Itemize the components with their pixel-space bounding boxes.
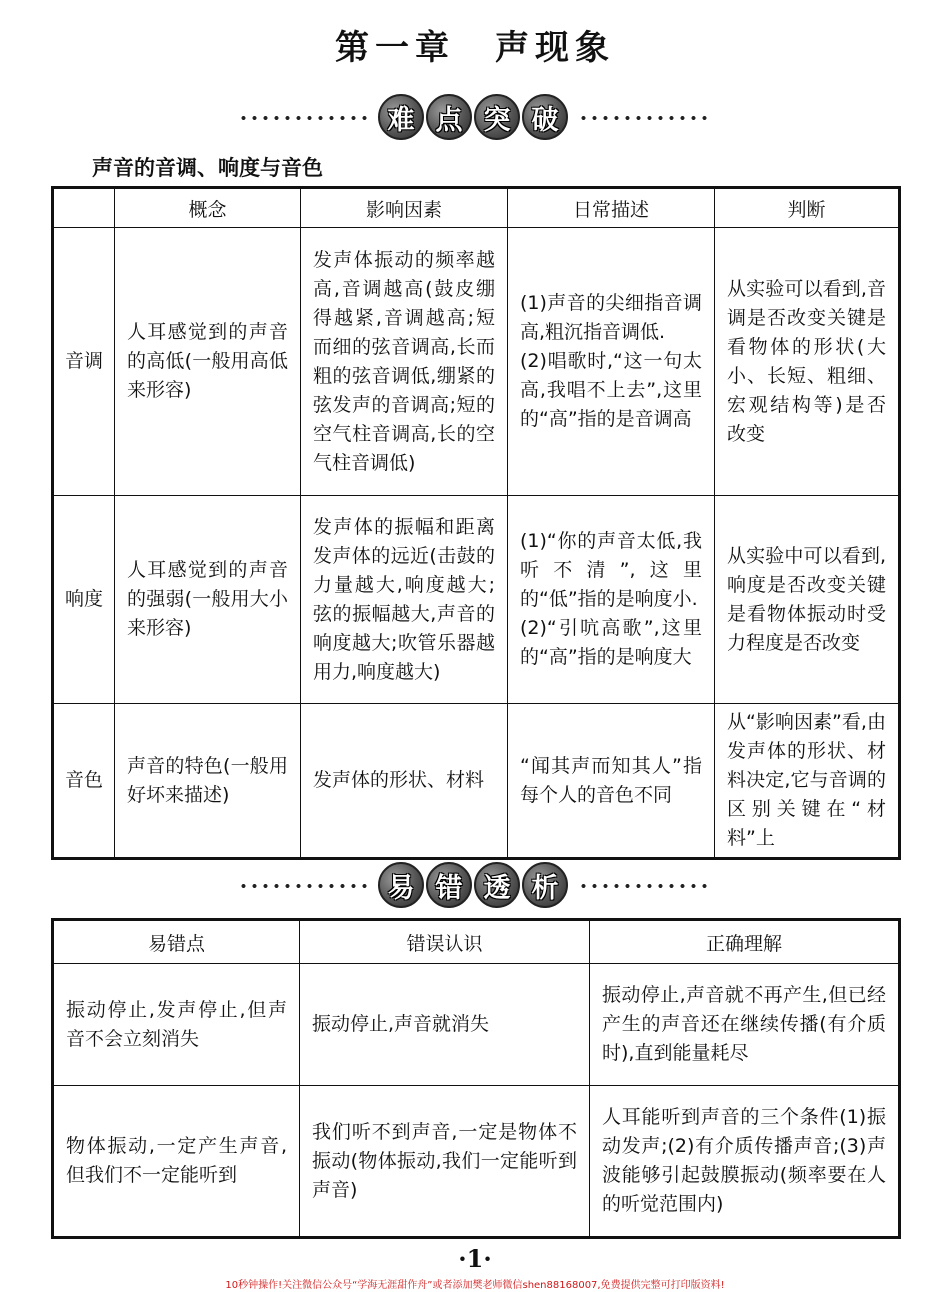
header-judgment: 判断 <box>715 188 900 228</box>
table-header-row <box>53 920 900 964</box>
banner-chars <box>378 862 568 908</box>
factors-cell: 发声体的形状、材料 <box>301 704 508 859</box>
judgment-cell: 从实验中可以看到,响度是否改变关键是看物体振动时受力程度是否改变 <box>715 496 900 704</box>
banner-dots-left <box>238 882 370 890</box>
mistake-point-cell: 物体振动,一定产生声音,但我们不一定能听到 <box>53 1086 300 1238</box>
header-correct-idea: 正确理解 <box>590 920 900 964</box>
correct-idea-cell: 人耳能听到声音的三个条件(1)振动发声;(2)有介质传播声音;(3)声波能够引起鼓膜振动(频率要在人的听觉范围内) <box>590 1086 900 1238</box>
row-label: 音调 <box>53 228 115 496</box>
banner-difficult-points <box>0 94 950 142</box>
banner-char: 难 <box>378 94 424 140</box>
banner-char: 透 <box>474 862 520 908</box>
banner-chars <box>378 94 568 140</box>
factors-cell: 发声体振动的频率越高,音调越高(鼓皮绷得越紧,音调越高;短而细的弦音调高,长而粗的弦音调低,绷紧的弦发声的音调高;短的空气柱音调高,长的空气柱音调低) <box>301 228 508 496</box>
wrong-idea-cell: 振动停止,声音就消失 <box>300 964 590 1086</box>
daily-cell: (1)声音的尖细指音调高,粗沉指音调低. (2)唱歌时,“这一句太高,我唱不上去”,这里的“高”指的是音调高 <box>508 228 715 496</box>
section-title: 声音的音调、响度与音色 <box>92 156 323 180</box>
banner-char: 析 <box>522 862 568 908</box>
banner-char: 突 <box>474 94 520 140</box>
concept-cell: 声音的特色(一般用好坏来描述) <box>115 704 301 859</box>
concept-cell: 人耳感觉到的声音的高低(一般用高低来形容) <box>115 228 301 496</box>
table-header-row <box>53 188 900 228</box>
header-factors: 影响因素 <box>301 188 508 228</box>
header-concept: 概念 <box>115 188 301 228</box>
banner-dots-right <box>578 114 710 122</box>
mistakes-table <box>51 918 901 1239</box>
footer-note: 10秒钟操作!关注微信公众号“学海无涯甜作舟”或者添加樊老师微信shen88168007,免费提供完整可打印版资料! <box>225 1280 725 1291</box>
header-empty <box>53 188 115 228</box>
row-label: 音色 <box>53 704 115 859</box>
concept-cell: 人耳感觉到的声音的强弱(一般用大小来形容) <box>115 496 301 704</box>
table-row-loudness <box>53 496 900 704</box>
row-label: 响度 <box>53 496 115 704</box>
banner-char: 错 <box>426 862 472 908</box>
mistake-point-cell: 振动停止,发声停止,但声音不会立刻消失 <box>53 964 300 1086</box>
banner-char: 易 <box>378 862 424 908</box>
table-row-timbre <box>53 704 900 859</box>
correct-idea-cell: 振动停止,声音就不再产生,但已经产生的声音还在继续传播(有介质时),直到能量耗尽 <box>590 964 900 1086</box>
wrong-idea-cell: 我们听不到声音,一定是物体不振动(物体振动,我们一定能听到声音) <box>300 1086 590 1238</box>
judgment-cell: 从实验可以看到,音调是否改变关键是看物体的形状(大小、长短、粗细、宏观结构等)是否改变 <box>715 228 900 496</box>
judgment-cell: 从“影响因素”看,由发声体的形状、材料决定,它与音调的区别关键在“材料”上 <box>715 704 900 859</box>
banner-dots-left <box>238 114 370 122</box>
table-row <box>53 1086 900 1238</box>
header-mistake-point: 易错点 <box>53 920 300 964</box>
header-wrong-idea: 错误认识 <box>300 920 590 964</box>
page-number: ·1· <box>458 1244 492 1273</box>
daily-cell: “闻其声而知其人”指每个人的音色不同 <box>508 704 715 859</box>
table-row-pitch <box>53 228 900 496</box>
chapter-title: 第一章 声现象 <box>335 28 615 68</box>
header-daily: 日常描述 <box>508 188 715 228</box>
banner-char: 点 <box>426 94 472 140</box>
banner-common-mistakes <box>0 862 950 910</box>
daily-cell: (1)“你的声音太低,我听不清”,这里的“低”指的是响度小. (2)“引吭高歌”,这里的“高”指的是响度大 <box>508 496 715 704</box>
table-row <box>53 964 900 1086</box>
banner-char: 破 <box>522 94 568 140</box>
factors-cell: 发声体的振幅和距离发声体的远近(击鼓的力量越大,响度越大;弦的振幅越大,声音的响度越大;吹管乐器越用力,响度越大) <box>301 496 508 704</box>
banner-dots-right <box>578 882 710 890</box>
sound-properties-table <box>51 186 901 860</box>
